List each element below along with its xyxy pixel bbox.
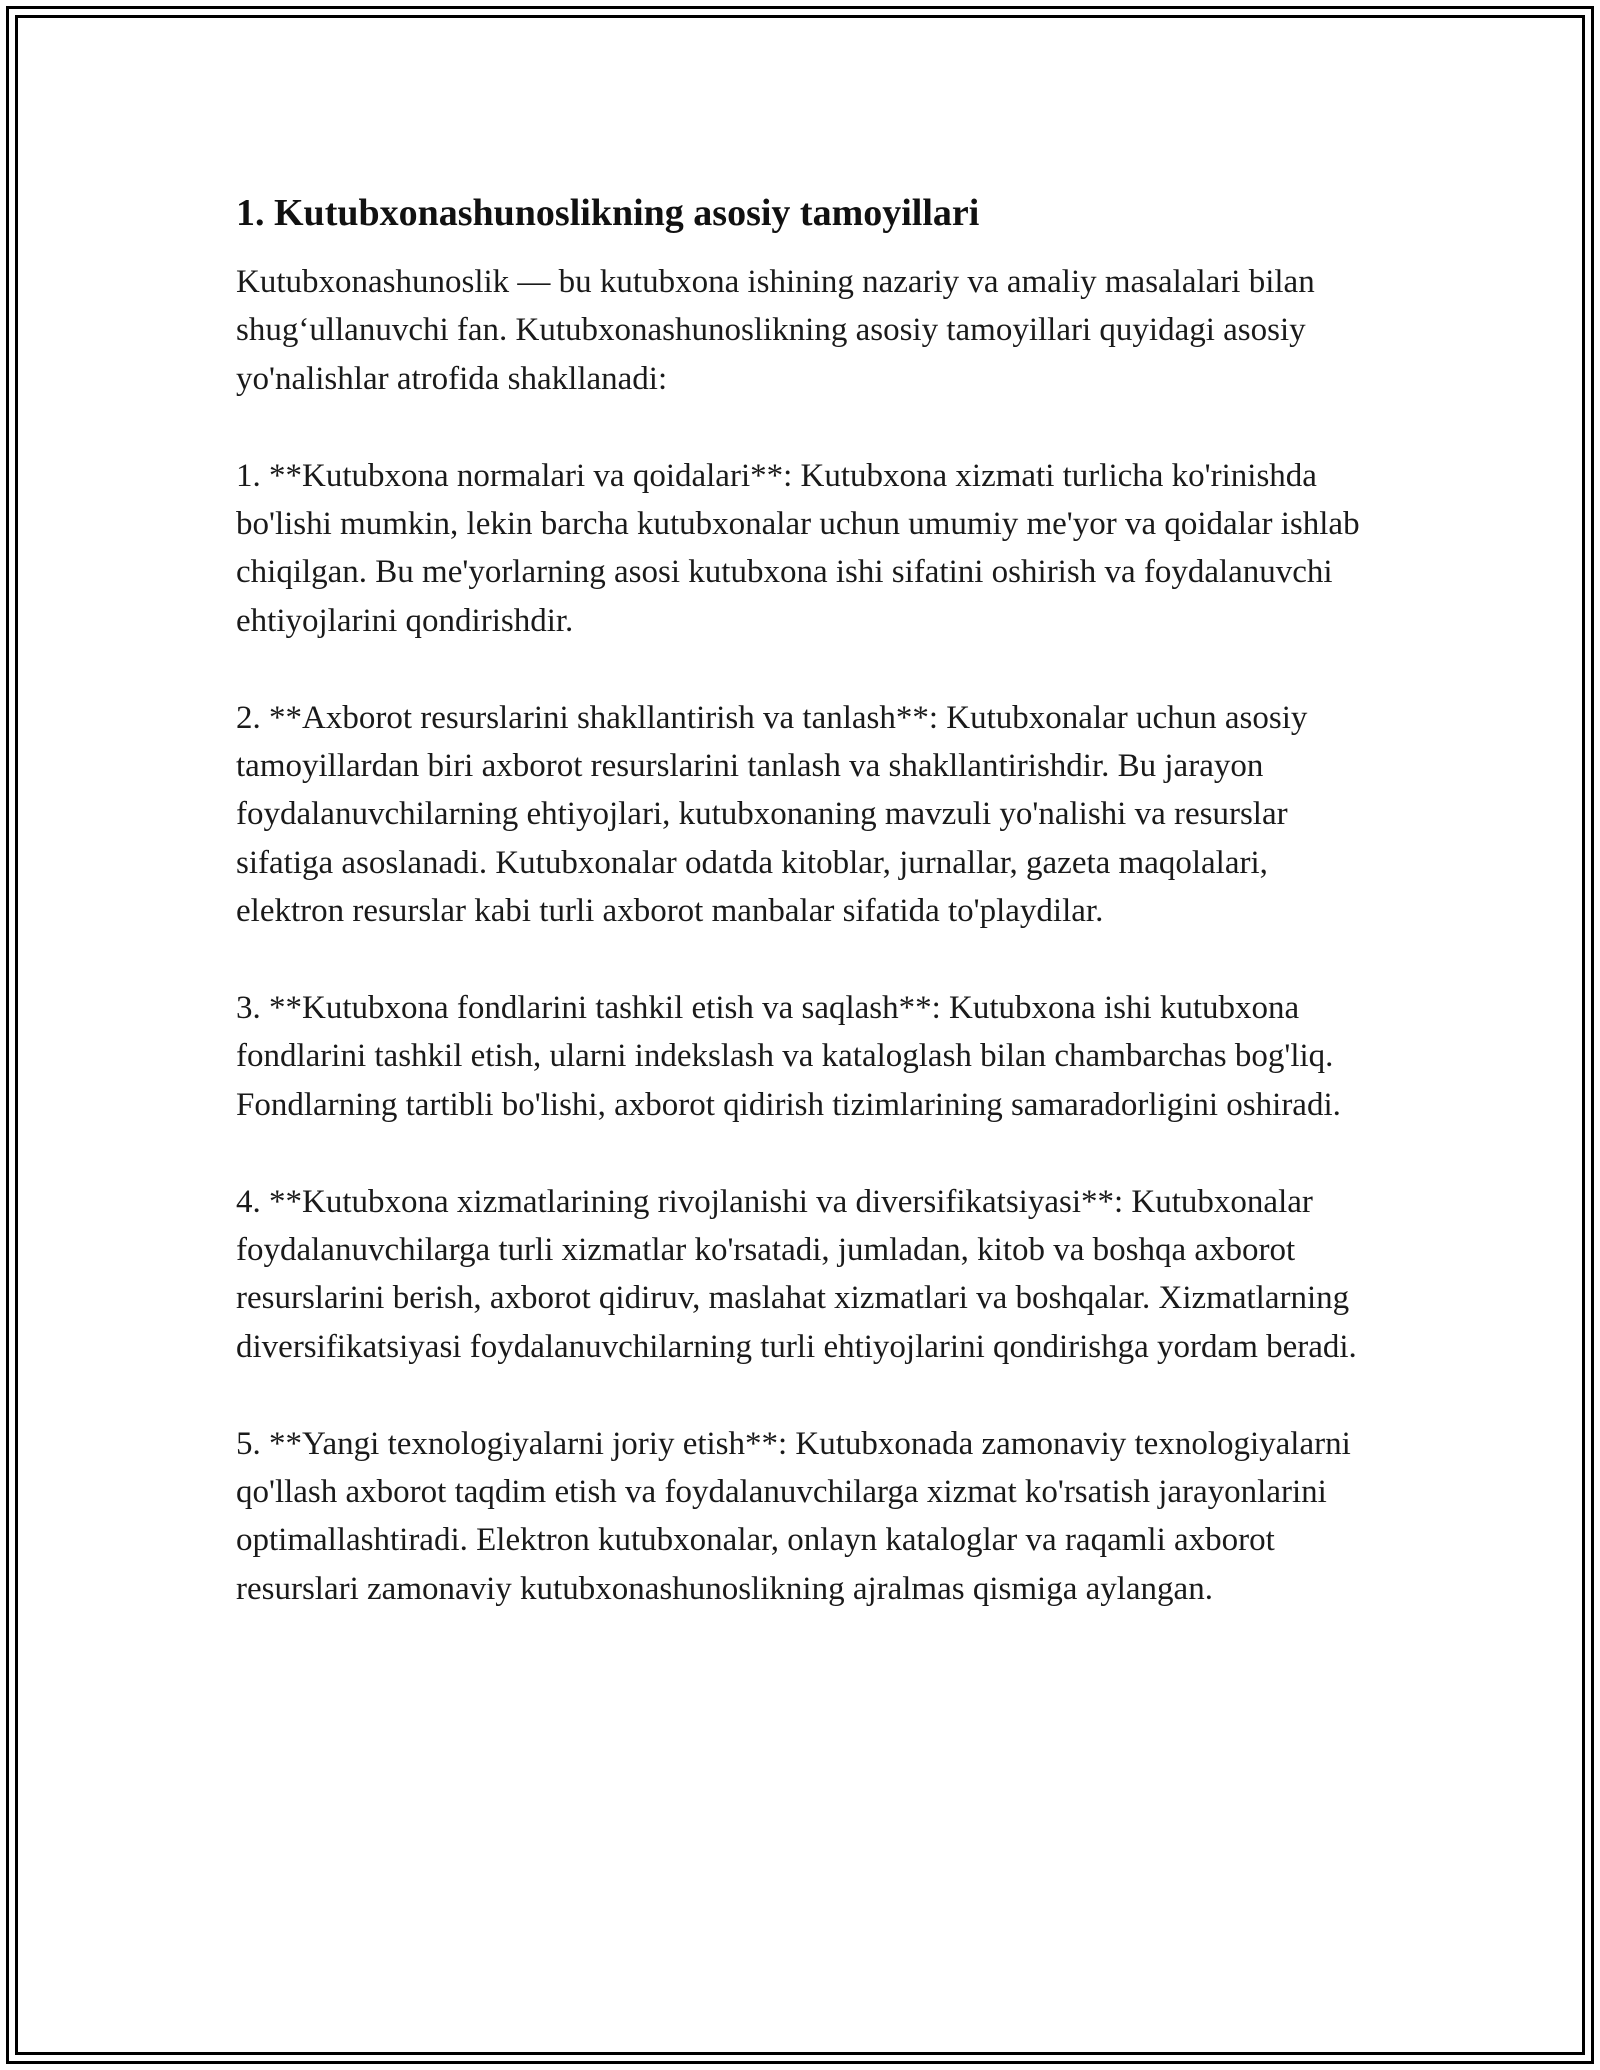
principle-paragraph-5: 5. **Yangi texnologiyalarni joriy etish**: Kutubxonada zamonaviy texnologiyalarni qo'llash axborot taqdim etish va foydalanuvchilarga xizmat ko'rsatish jarayonlarini optimallashtiradi. Elektron kutubxonalar, onlayn kataloglar va raqamli axborot resurslari zamonaviy kutubxonashunoslikning ajralmas qismiga aylangan.: [236, 1425, 1351, 1607]
principle-paragraph-4: 4. **Kutubxona xizmatlarining rivojlanishi va diversifikatsiyasi**: Kutubxonalar foydalanuvchilarga turli xizmatlar ko'rsatadi, jumladan, kitob va boshqa axborot resurslarini berish, axborot qidiruv, maslahat xizmatlari va boshqalar. Xizmatlarning diversifikatsiyasi foydalanuvchilarning turli ehtiyojlarini qondirishga yordam beradi.: [236, 1183, 1357, 1365]
document-body: [236, 188, 1376, 1613]
principle-paragraph-2: 2. **Axborot resurslarini shakllantirish va tanlash**: Kutubxonalar uchun asosiy tamoyillardan biri axborot resurslarini tanlash va shakllantirishdir. Bu jarayon foydalanuvchilarning ehtiyojlari, kutubxonaning mavzuli yo'nalishi va resurslar sifatiga asoslanadi. Kutubxonalar odatda kitoblar, jurnallar, gazeta maqolalari, elektron resurslar kabi turli axborot manbalar sifatida to'playdilar.: [236, 699, 1308, 930]
principle-paragraph-3: 3. **Kutubxona fondlarini tashkil etish va saqlash**: Kutubxona ishi kutubxona fondlarini tashkil etish, ularni indekslash va kataloglash bilan chambarchas bog'liq. Fondlarning tartibli bo'lishi, axborot qidirish tizimlarining samaradorligini oshiradi.: [236, 990, 1341, 1123]
intro-paragraph: Kutubxonashunoslik — bu kutubxona ishining nazariy va amaliy masalalari bilan shug‘ullanuvchi fan. Kutubxonashunoslikning asosiy tamoyillari quyidagi asosiy yo'nalishlar atrofida shakllanadi:: [236, 264, 1315, 397]
principle-paragraph-1: 1. **Kutubxona normalari va qoidalari**: Kutubxona xizmati turlicha ko'rinishda bo'lishi mumkin, lekin barcha kutubxonalar uchun umumiy me'yor va qoidalar ishlab chiqilgan. Bu me'yorlarning asosi kutubxona ishi sifatini oshirish va foydalanuvchi ehtiyojlarini qondirishdir.: [236, 457, 1360, 639]
document-title: 1. Kutubxonashunoslikning asosiy tamoyillari: [236, 192, 980, 234]
